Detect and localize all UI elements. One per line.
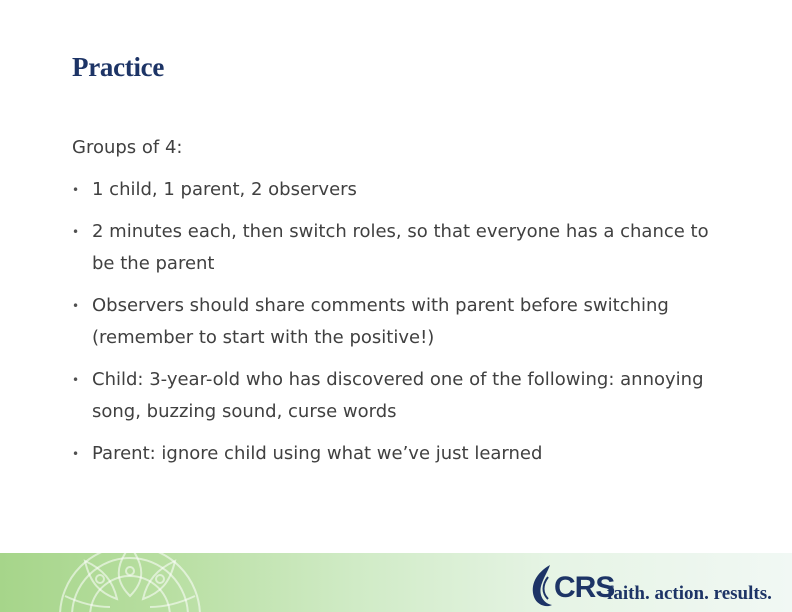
logo-text: CRS (554, 571, 615, 604)
bullet-icon: • (72, 225, 80, 239)
slide-body (72, 132, 732, 480)
bullet-text: Observers should share comments with parent before switching (remember to start with the positive!) (92, 295, 669, 348)
list-item (72, 174, 732, 206)
list-item (72, 364, 732, 428)
list-item (72, 216, 732, 280)
slide-title: Practice (72, 52, 165, 82)
bullet-text: Child: 3-year-old who has discovered one of the following: annoying song, buzzing sound, curse words (92, 369, 704, 422)
bullet-icon: • (72, 373, 80, 387)
crs-logo (528, 563, 788, 607)
bullet-text: 1 child, 1 parent, 2 observers (92, 179, 357, 200)
list-item (72, 290, 732, 354)
tagline: faith. action. results. (607, 583, 772, 604)
bullet-icon: • (72, 299, 80, 313)
bullet-text: Parent: ignore child using what we’ve just learned (92, 443, 543, 464)
bullet-text: 2 minutes each, then switch roles, so that everyone has a chance to be the parent (92, 221, 709, 274)
bullet-icon: • (72, 447, 80, 461)
list-item (72, 438, 732, 470)
footer-band (0, 553, 792, 612)
bullet-icon: • (72, 183, 80, 197)
mandala-pattern-icon (55, 553, 205, 612)
bullet-list (72, 174, 732, 470)
intro-text: Groups of 4: (72, 137, 183, 158)
